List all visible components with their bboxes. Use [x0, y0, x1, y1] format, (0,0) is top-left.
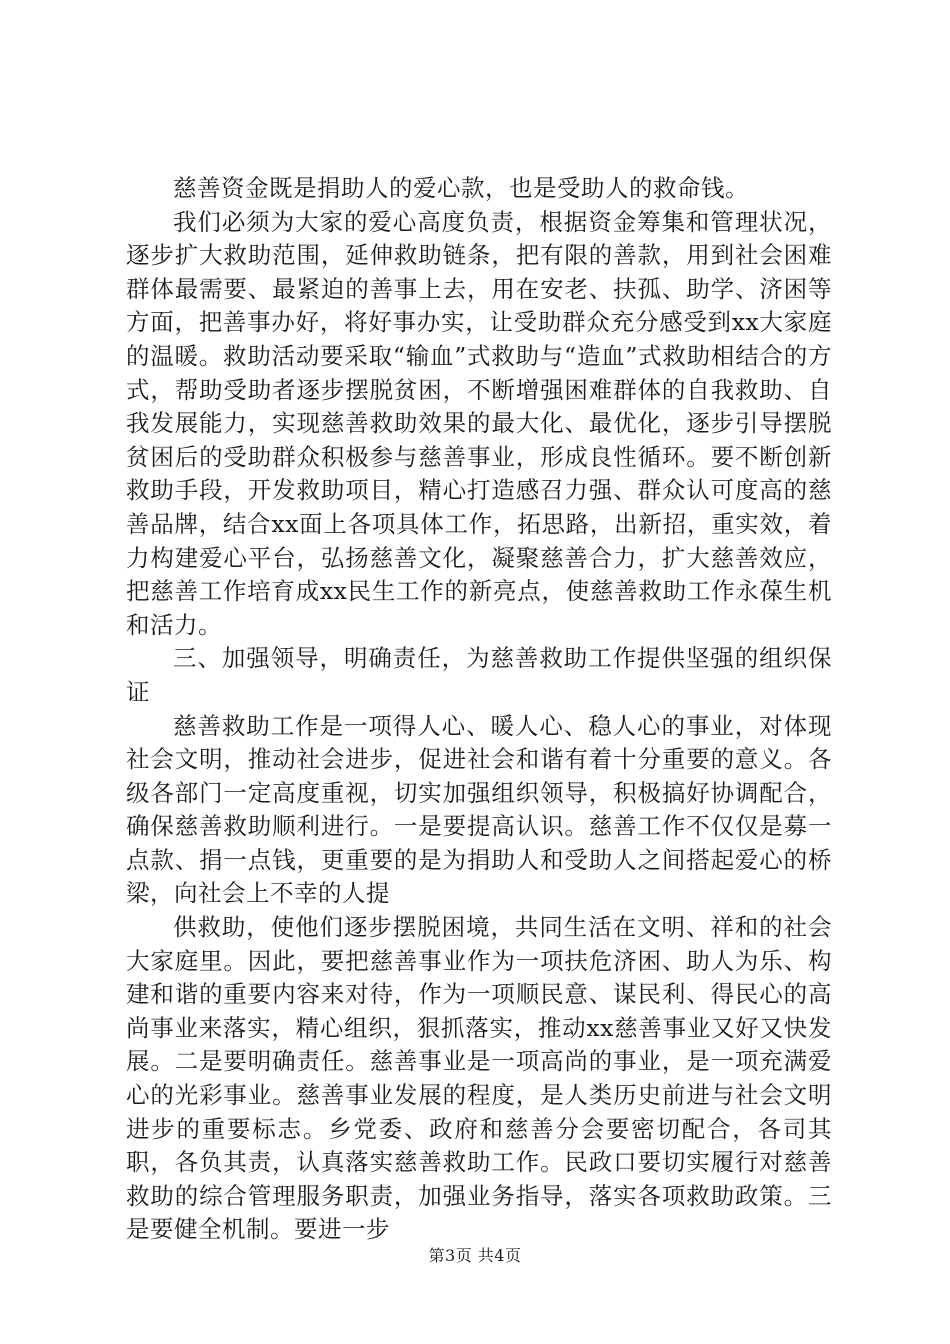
paragraph-1: 慈善资金既是捐助人的爱心款，也是受助人的救命钱。: [173, 174, 749, 202]
page-footer: 第3页 共4页: [428, 1246, 522, 1265]
section-heading: 三、加强领导，明确责任，为慈善救助工作提供坚强的组织保证: [126, 644, 832, 706]
paragraph-3: 慈善救助工作是一项得人心、暖人心、稳人心的事业，对体现社会文明，推动社会进步，促进社会和谐有着十分重要的意义。各级各部门一定高度重视，切实加强组织领导，积极搞好协调配合，确保慈善救助顺利进行。一是要提高认识。慈善工作不仅仅是募一点款、捐一点钱，更重要的是为捐助人和受助人之间搭起爱心的桥梁，向社会上不幸的人提: [126, 711, 832, 908]
paragraph-4: 供救助，使他们逐步摆脱困境，共同生活在文明、祥和的社会大家庭里。因此，要把慈善事业作为一项扶危济困、助人为乐、构建和谐的重要内容来对待，作为一项顺民意、谋民利、得民心的高尚事业来落实，精心组织，狠抓落实，推动xx慈善事业又好又快发展。二是要明确责任。慈善事业是一项高尚的事业，是一项充满爱心的光彩事业。慈善事业发展的程度，是人类历史前进与社会文明进步的重要标志。乡党委、政府和慈善分会要密切配合，各司其职，各负其责，认真落实慈善救助工作。民政口要切实履行对慈善救助的综合管理服务职责，加强业务指导，落实各项救助政策。三是要健全机制。要进一步: [126, 913, 832, 1244]
paragraph-2: 我们必须为大家的爱心高度负责，根据资金筹集和管理状况，逐步扩大救助范围，延伸救助链条，把有限的善款，用到社会困难群体最需要、最紧迫的善事上去，用在安老、扶孤、助学、济困等方面，把善事办好，将好事办实，让受助群众充分感受到xx大家庭的温暖。救助活动要采取“输血”式救助与“造血”式救助相结合的方式，帮助受助者逐步摆脱贫困，不断增强困难群体的自我救助、自我发展能力，实现慈善救助效果的最大化、最优化，逐步引导摆脱贫困后的受助群众积极参与慈善事业，形成良性循环。要不断创新救助手段，开发救助项目，精心打造感召力强、群众认可度高的慈善品牌，结合xx面上各项具体工作，拓思路，出新招，重实效，着力构建爱心平台，弘扬慈善文化，凝聚慈善合力，扩大慈善效应，把慈善工作培育成xx民生工作的新亮点，使慈善救助工作永葆生机和活力。: [126, 207, 832, 639]
document-body: [126, 172, 832, 1247]
